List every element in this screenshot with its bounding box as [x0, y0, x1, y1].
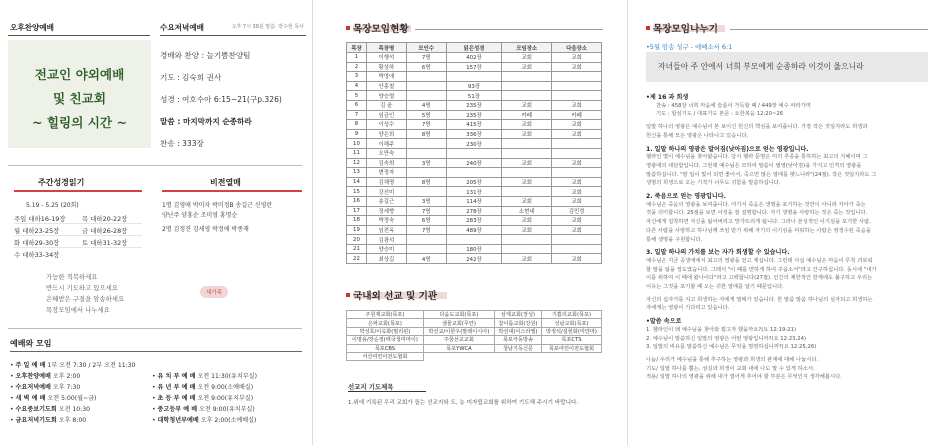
lesson-heading: 3. 일말 하나의 가치를 보는 자가 희생할 수 있습니다.	[646, 249, 790, 257]
institution-cell: 주원재교회(목포)	[347, 311, 424, 319]
lesson-line: 기도 : 합심기도 / 대표기도 본문 : 요한복음 12:20~26	[656, 111, 784, 118]
lesson-line: 적용/ 일말 하나의 영광을 위해 내가 열어게 추어야 할 부분은 무엇인지 생각해봅시다.	[646, 374, 842, 381]
meeting-row: • 오후찬양예배 오후 2:00	[10, 373, 81, 380]
table-cell	[552, 244, 602, 254]
table-cell	[406, 148, 446, 158]
table-cell: 278장	[446, 206, 502, 216]
reading-day: 금 대하26-28장	[82, 227, 128, 235]
lesson-heading: •제 16 과 희생	[646, 94, 689, 101]
lesson-line: 자신에게 집착하면 자신을 잃어버리고 망가뜨리게 됩니다. 그러나 본성적인 이기심을 포기한 사람,	[646, 219, 871, 226]
institution-cell: 목포CBS	[347, 344, 424, 352]
table-cell: 242장	[446, 254, 502, 264]
institution-cell: 박성호/이옥화(필리핀)	[347, 327, 424, 335]
table-cell: 교회	[552, 196, 602, 206]
table-cell	[502, 148, 552, 158]
table-cell: 교회	[552, 100, 602, 110]
table-cell: 김채명	[366, 177, 406, 187]
table-row	[347, 62, 602, 72]
lesson-line: 예수님은 죽음의 영광을 보여줍니다. 여기서 죽음은 생명을 포기하는 것만이 아니라 자아가 죽는	[646, 201, 866, 208]
table-cell: 235장	[446, 100, 502, 110]
table-cell: 415장	[446, 120, 502, 130]
institution-cell: 이명용/장순정(태국청미마이)	[347, 336, 424, 344]
table-cell: 7명	[406, 225, 446, 235]
lesson-heading: •말씀 속으로	[646, 318, 682, 326]
memory-verse-reference: •5월 암송 성구 - 에베소서 6:1	[646, 43, 733, 51]
roster-title: 목장모임현황	[353, 24, 409, 35]
table-header-cell: 목장	[347, 43, 367, 53]
table-cell	[406, 235, 446, 245]
lesson-line: 2. 예수님이 말씀하신 일말의 영광은 어떤 영광입니까?(요 12:23,24)	[646, 335, 807, 342]
table-cell: 4명	[406, 254, 446, 264]
reading-day: 수 대하33-34장	[14, 251, 60, 259]
table-cell: 4	[347, 81, 367, 91]
event-title-box	[8, 40, 151, 148]
table-header-cell: 모인수	[406, 43, 446, 53]
table-cell: 교회	[552, 158, 602, 168]
table-cell: 오만숙	[366, 148, 406, 158]
wednesday-service-meta: 오후 7시 38분 말씀: 박수현 목사	[231, 24, 304, 30]
meeting-row: • 유 치 부 예 배 오전 11:30(유치부실)	[152, 373, 257, 380]
table-cell	[406, 244, 446, 254]
lesson-line: 것을 의미합니다. 25절을 보면 이것을 잘 설명합니다. 자기 생명을 사랑하는 것은 죽는 것입니다.	[646, 210, 868, 217]
table-cell: 김숙희	[366, 158, 406, 168]
table-cell	[406, 91, 446, 101]
lesson-line: 일말 하나의 영광은 예수님이 본 보이신 헌신의 핵심을 보여줍니다. 가장 작은 것일지라도 희생과	[646, 124, 868, 131]
table-cell: 교회	[502, 158, 552, 168]
cell-group-table	[346, 42, 602, 264]
table-cell: 14	[347, 177, 367, 187]
institutions-title: 국내외 선교 및 기관	[353, 291, 438, 302]
lesson-line: 할 말을 잃을 정도였습니다. 그래서 "이 때를 면하게 하여 주옵소서"라고 간구하십니다. 동시에 "내가	[646, 266, 877, 273]
panel-bulletin-right	[630, 0, 940, 445]
institution-cell	[423, 352, 494, 360]
memory-verse-text: 자녀들아 주 안에서 너희 부모에게 순종하라 이것이 옳으니라	[658, 62, 864, 71]
vision-line-2: 양난주 양홍순 조미영 홍명순	[162, 212, 238, 219]
table-cell: 교회	[502, 129, 552, 139]
table-row	[347, 225, 602, 235]
table-cell: 4명	[406, 100, 446, 110]
table-cell: 240장	[446, 158, 502, 168]
service-item-prayer: 기도 : 김숙희 권사	[160, 73, 222, 82]
table-cell	[502, 72, 552, 82]
service-item-scripture: 성경 : 여호수아 6:15~21(구p.326)	[160, 95, 282, 104]
table-cell: 교회	[502, 120, 552, 130]
table-cell: 12	[347, 158, 367, 168]
table-cell: 20	[347, 235, 367, 245]
table-cell: 1	[347, 53, 367, 63]
lesson-line: 이를 위하여 이 때에 왔나이다"라고 고백합니다(27절). 인간의 제한적인 한계에도 불구하고 우리는	[646, 275, 873, 282]
sharing-title: 목장모임나누기	[653, 24, 718, 35]
lesson-line: 다른 사람을 사랑하고 하나님께 쓰임 받기 위해 자기의 이기심을 미워하는 사람은 영생수된 죽음을	[646, 227, 871, 234]
lesson-line: 예수님은 지금 공생애에서 최고의 영광을 얻고 계십니다. 그런데 사실 예수님은 마음이 무척 괴로워	[646, 257, 873, 264]
table-cell	[502, 168, 552, 178]
lesson-line: 통해 생명을 구원합니다.	[646, 236, 703, 243]
table-cell: 180장	[446, 244, 502, 254]
prayer-topics-text: 1.위에 기록된 우리 교회가 돕는 선교지와 도, 농 미자립교회를 위하여 기도해 주시기 바랍니다.	[348, 400, 579, 406]
table-cell	[502, 81, 552, 91]
table-row	[347, 158, 602, 168]
bullet-square-icon	[346, 26, 350, 30]
table-header-cell: 읽은성경	[446, 43, 502, 53]
panel-bulletin-left	[0, 0, 310, 445]
table-cell	[406, 72, 446, 82]
lesson-line: 찬송 : 458장 너희 마음에 슬픔이 가득할 때 / 449장 예수 따라가며	[656, 102, 811, 109]
meeting-row: • 대학청년부예배 오후 2:00(소예배실)	[152, 417, 257, 424]
table-cell: 교회	[552, 216, 602, 226]
lesson-line: 영광에의 대단함입니다. 그런데 예수님은 모하여 말씀이 필영(낮아짐)을 가지고 인격의 영광을	[646, 162, 862, 169]
vision-line-3: 2명 김정진 김세영 박정애 박종재	[162, 226, 249, 233]
memo-line: 가능한 적복하세요	[46, 273, 98, 281]
event-title-line-2: 및 친교회	[52, 91, 107, 106]
table-cell	[502, 187, 552, 197]
reading-row-sep	[14, 223, 142, 224]
lesson-line: 3. 일말의 비유를 말씀하신 예수님은 무엇을 명령하십니까?(요 12:25,26)	[646, 344, 817, 351]
lesson-line: 자신의 십자가를 지고 희생하는 자에게 열매가 있습니다. 한 말씀 말씀 하나님의 심자되고 희생하는	[646, 296, 873, 303]
institution-cell: 박선대(이스라엘)	[494, 327, 541, 335]
table-cell: 402장	[446, 53, 502, 63]
table-cell: 황상하	[366, 62, 406, 72]
table-cell	[406, 168, 446, 178]
table-cell: 안홍철	[366, 81, 406, 91]
institution-row	[347, 319, 602, 327]
memo-line: 반드시 기도하고 있으세요	[46, 284, 118, 292]
table-row	[347, 120, 602, 130]
mission-institutions-table	[346, 310, 602, 361]
lesson-line: 생명의 희생으로 오는 기적가 너무도 귀함을 말씀하십니다.	[646, 180, 781, 187]
table-cell: 정세향	[366, 206, 406, 216]
table-cell: 6명	[406, 216, 446, 226]
table-row	[347, 254, 602, 264]
table-cell: 박영애	[366, 72, 406, 82]
table-cell: 2	[347, 62, 367, 72]
institution-cell: 주꿈선교교회	[423, 336, 494, 344]
table-row	[347, 168, 602, 178]
table-cell: 임금인	[366, 110, 406, 120]
table-cell: 교회	[502, 177, 552, 187]
meeting-row: • 유 년 부 예 배 오전 9:00(소예배실)	[152, 384, 254, 391]
table-cell: 230장	[446, 139, 502, 149]
bible-reading-range: 5.19 - 5.25 (20회)	[26, 202, 79, 209]
table-cell: 205장	[446, 177, 502, 187]
vision-title: 비전열매	[210, 178, 241, 187]
header-underline-right	[160, 35, 306, 36]
table-header-cell: 다음장소	[552, 43, 602, 53]
table-cell	[502, 91, 552, 101]
table-header-row	[347, 43, 602, 53]
table-row	[347, 187, 602, 197]
table-cell: 15	[347, 187, 367, 197]
table-cell: 교회	[552, 53, 602, 63]
institution-cell: 은파교회(목포)	[347, 319, 424, 327]
table-row	[347, 72, 602, 82]
institution-cell: 성남교회(목포)	[541, 319, 601, 327]
lesson-line: 기도/ 일말 하나를 뽑는, 섬김과 희생이 교회 내에 나도 말 수 있게 하소서.	[646, 365, 815, 372]
panel-bulletin-middle	[315, 0, 625, 445]
table-cell: 8명	[406, 129, 446, 139]
table-row	[347, 177, 602, 187]
table-cell: 김민정	[552, 206, 602, 216]
table-cell: 교회	[552, 187, 602, 197]
table-cell	[446, 235, 502, 245]
table-row	[347, 235, 602, 245]
table-cell: 양승렬	[366, 91, 406, 101]
table-cell: 19	[347, 225, 367, 235]
table-cell	[552, 91, 602, 101]
institution-cell	[541, 352, 601, 360]
table-cell: 교회	[502, 225, 552, 235]
lesson-line: 말씀하십니다. "땅 일이 빛이 되면 좋아서, 죽으면 많은 열매를 맺느니라"(24절). 작은 것일지라도 그	[646, 171, 877, 178]
table-cell: 336장	[446, 129, 502, 139]
table-cell: 13	[347, 168, 367, 178]
service-item-sermon: 말씀 : 마지막까지 순종하라	[160, 117, 252, 126]
title-rule	[415, 29, 603, 30]
wednesday-service-label: 수요저녁예배	[160, 23, 205, 32]
table-cell: 235장	[446, 110, 502, 120]
table-cell	[406, 187, 446, 197]
table-cell: 6	[347, 100, 367, 110]
worship-title: 예배와 모임	[10, 339, 52, 348]
table-cell: 양은희	[366, 129, 406, 139]
institution-cell: 참이룸교회(강원)	[494, 319, 541, 327]
afternoon-service-label: 오후찬양예배	[10, 23, 55, 32]
meeting-row: • 새 벽 예 배 오전 5:00(월~금)	[10, 395, 97, 402]
header-underline-left	[8, 35, 150, 36]
institution-row	[347, 327, 602, 335]
event-title-line-3: ~ 힐링의 시간 ~	[31, 115, 128, 130]
institution-cell: 목포여린이전도협회	[541, 344, 601, 352]
table-row	[347, 53, 602, 63]
table-cell: 이성수	[366, 120, 406, 130]
reading-day: 목 대하20-22장	[82, 215, 128, 223]
table-cell: 교회	[552, 177, 602, 187]
lesson-line: 1. 헬라인이 왜 예수님을 찾아와 뵙고자 했을까요?(요 12:19-21)	[646, 326, 797, 333]
memo-line: 은혜받은 구절을 암송하세요	[46, 295, 125, 303]
table-cell: 131장	[446, 187, 502, 197]
table-cell	[446, 72, 502, 82]
table-row	[347, 216, 602, 226]
table-cell: 114장	[446, 196, 502, 206]
institution-cell: 청남기독신문	[494, 344, 541, 352]
table-cell	[502, 244, 552, 254]
section-separator	[8, 328, 302, 329]
institution-cell: 서산여린이전도협회	[347, 352, 424, 360]
table-cell: 3명	[406, 196, 446, 206]
lesson-line: 헬라인 몇이 예수님을 찾아왔습니다. 당시 헬라 문명은 미의 추종을 통하하는 최고의 지혜이며 그	[646, 154, 868, 161]
table-cell: 93장	[446, 81, 502, 91]
table-cell: 임전옥	[366, 225, 406, 235]
table-cell: 교회	[502, 196, 552, 206]
institution-row	[347, 311, 602, 319]
institution-cell	[494, 352, 541, 360]
table-cell	[552, 139, 602, 149]
table-cell: 7	[347, 110, 367, 120]
meeting-row: • 중고등부 예 배 오전 9:00(유치부실)	[152, 406, 255, 413]
table-header-cell: 목장명	[366, 43, 406, 53]
table-cell: 교회	[502, 53, 552, 63]
table-cell: 5명	[406, 110, 446, 120]
page-fold	[627, 0, 628, 445]
lesson-line: 나눔/ 우리가 예수님을 통해 추구하는 영광과 희생의 관계에 대해 나눕시다.	[646, 356, 819, 363]
table-cell: 김 윤	[366, 100, 406, 110]
table-cell: 9	[347, 129, 367, 139]
table-row	[347, 148, 602, 158]
title-rule	[730, 29, 928, 30]
table-cell	[552, 235, 602, 245]
table-cell: 3	[347, 72, 367, 82]
lesson-heading: 1. 일말 하나의 영광은 말어짐(낮아짐)으로 얻는 영광입니다.	[646, 145, 809, 153]
table-cell: 6명	[406, 62, 446, 72]
reading-day: 화 대하29-30장	[14, 239, 60, 247]
table-cell: 7명	[406, 120, 446, 130]
table-cell: 18	[347, 216, 367, 226]
table-cell: 283장	[446, 216, 502, 226]
reading-row-sep	[14, 235, 142, 236]
table-cell: 변정자	[366, 168, 406, 178]
lesson-line: 자에게는 영광이 기다리고 있습니다.	[646, 305, 730, 312]
prayer-topics-underline	[348, 391, 426, 392]
table-cell	[406, 139, 446, 149]
institution-cell: 박선교/이한우(말레이시아)	[423, 327, 494, 335]
table-row	[347, 91, 602, 101]
page-fold	[312, 0, 313, 445]
table-cell	[552, 168, 602, 178]
institution-row	[347, 344, 602, 352]
table-cell: 5	[347, 91, 367, 101]
meeting-row: • 주 일 예 배 1부 오전 7:30 / 2부 오전 11:30	[10, 362, 136, 369]
table-cell: 카페	[552, 110, 602, 120]
table-cell: 교회	[552, 254, 602, 264]
bible-reading-title: 주간성경읽기	[38, 178, 85, 187]
table-cell	[502, 139, 552, 149]
reading-day: 토 대하31-32장	[82, 239, 128, 247]
prayer-topics-title: 선교지 기도제목	[348, 383, 394, 391]
memory-verse-box	[646, 52, 928, 82]
bible-reading-underline	[14, 190, 142, 192]
table-cell: 이행석	[366, 53, 406, 63]
section-separator	[8, 165, 302, 166]
institution-row	[347, 336, 602, 344]
reading-row-sep	[14, 247, 142, 248]
table-cell: 강선미	[366, 187, 406, 197]
bullet-square-icon	[346, 293, 350, 297]
table-row	[347, 100, 602, 110]
lesson-line: 헌신을 통해 모든 영광은 나타나고 있습니다.	[646, 132, 749, 139]
table-cell: 카페	[502, 110, 552, 120]
meeting-row: • 수요저녁예배 오후 7:30	[10, 384, 81, 391]
table-cell: 송길근	[366, 196, 406, 206]
table-row	[347, 81, 602, 91]
memo-line: 목장모임에서 나누세요	[46, 306, 110, 314]
table-cell: 교회	[552, 129, 602, 139]
service-item-worship: 경배와 찬양 : 늘기쁨찬양팀	[160, 51, 251, 60]
institution-cell: 삼계교회(장성)	[494, 311, 541, 319]
table-cell: 17	[347, 206, 367, 216]
table-cell: 교회	[552, 120, 602, 130]
service-header	[8, 14, 306, 40]
table-cell: 소현네	[502, 206, 552, 216]
table-cell	[552, 72, 602, 82]
table-row	[347, 196, 602, 206]
table-cell: 11	[347, 148, 367, 158]
institution-cell: 목포극동방송	[494, 336, 541, 344]
table-cell: 16	[347, 196, 367, 206]
table-cell: 김광석	[366, 235, 406, 245]
table-cell: 7명	[406, 206, 446, 216]
table-cell	[406, 81, 446, 91]
institution-cell: 박정석/설현화(미얀마)	[541, 327, 601, 335]
table-row	[347, 139, 602, 149]
meeting-row: • 수요중보기도회 오전 10:30	[10, 406, 90, 413]
table-cell: 51장	[446, 91, 502, 101]
table-cell: 교회	[502, 216, 552, 226]
table-cell	[552, 148, 602, 158]
table-cell: 교회	[502, 62, 552, 72]
institution-cell: 다움도교회(목포)	[423, 311, 494, 319]
table-cell	[502, 235, 552, 245]
meeting-row: • 초 등 부 예 배 오전 9:00(유치부실)	[152, 395, 254, 402]
institution-cell: 샘물교회(무안)	[423, 319, 494, 327]
table-cell: 8명	[406, 177, 446, 187]
table-header-cell: 모임장소	[502, 43, 552, 53]
table-cell: 교회	[502, 100, 552, 110]
meeting-row: • 금요저녁기도회 오후 8:00	[10, 417, 87, 424]
table-cell: 21	[347, 244, 367, 254]
reading-day: 주일 대하16-19장	[14, 215, 66, 223]
table-cell: 양승미	[366, 244, 406, 254]
table-row	[347, 129, 602, 139]
table-cell: 157장	[446, 62, 502, 72]
worship-underline	[10, 351, 302, 352]
institution-cell: 기쁨의교회(목포)	[541, 311, 601, 319]
service-item-hymn: 찬송 : 333장	[160, 139, 204, 148]
table-cell: 3명	[406, 158, 446, 168]
institution-cell: 목포YWCA	[423, 344, 494, 352]
lesson-line: 이유는 그것을 포기할 때 오는 귀한 열매를 알기 때문입니다.	[646, 284, 784, 290]
table-row	[347, 206, 602, 216]
vision-underline	[162, 190, 302, 192]
table-cell: 8	[347, 120, 367, 130]
table-cell: 10	[347, 139, 367, 149]
bullet-square-icon	[646, 26, 650, 30]
table-cell: 이해주	[366, 139, 406, 149]
table-cell: 최상길	[366, 254, 406, 264]
vision-line-1: 1명 김영애 박미자 박미정B 송길근 신영란	[162, 202, 273, 209]
table-cell: 489장	[446, 225, 502, 235]
table-cell: 박정숙	[366, 216, 406, 226]
table-cell: 교회	[552, 62, 602, 72]
lesson-heading: 2. 죽음으로 얻는 영광입니다.	[646, 193, 726, 200]
new-family-badge: 새가족	[200, 286, 228, 298]
table-cell: 22	[347, 254, 367, 264]
institution-row	[347, 352, 602, 360]
table-cell	[552, 81, 602, 91]
event-title-line-1: 전교인 야외예배	[34, 67, 125, 82]
table-cell: 교회	[552, 225, 602, 235]
table-cell: 교회	[502, 254, 552, 264]
reading-day: 월 대하23-25장	[14, 227, 60, 235]
institution-cell: 목포CTS	[541, 336, 601, 344]
table-cell: 7명	[406, 53, 446, 63]
table-cell	[446, 168, 502, 178]
table-row	[347, 244, 602, 254]
table-cell	[446, 148, 502, 158]
table-row	[347, 110, 602, 120]
